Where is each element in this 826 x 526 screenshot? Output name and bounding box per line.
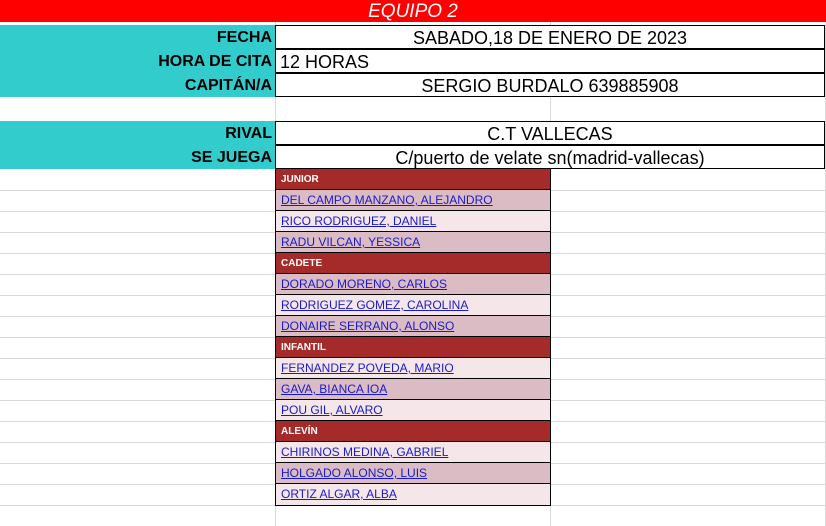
se-juega-label: SE JUEGA xyxy=(0,145,275,169)
player-row xyxy=(276,463,550,484)
player-link[interactable]: HOLGADO ALONSO, LUIS xyxy=(281,466,428,480)
fecha-value[interactable]: SABADO,18 DE ENERO DE 2023 xyxy=(275,25,825,49)
player-link[interactable]: CHIRINOS MEDINA, GABRIEL xyxy=(281,445,449,459)
player-link[interactable]: GAVA, BIANCA IOA xyxy=(281,382,388,396)
category-junior: JUNIOR xyxy=(276,169,550,190)
category-cadete: CADETE xyxy=(276,253,550,274)
hora-value[interactable]: 12 HORAS xyxy=(275,49,825,73)
capitan-value[interactable]: SERGIO BURDALO 639885908 xyxy=(275,73,825,97)
player-row xyxy=(276,274,550,295)
fecha-label: FECHA xyxy=(0,25,275,49)
player-link[interactable]: DORADO MORENO, CARLOS xyxy=(281,277,448,291)
player-link[interactable]: RODRIGUEZ GOMEZ, CAROLINA xyxy=(281,298,469,312)
player-link[interactable]: RADU VILCAN, YESSICA xyxy=(281,235,421,249)
player-row xyxy=(276,484,550,505)
capitan-label: CAPITÁN/A xyxy=(0,73,275,97)
player-link[interactable]: DEL CAMPO MANZANO, ALEJANDRO xyxy=(281,193,493,207)
rival-value[interactable]: C.T VALLECAS xyxy=(275,121,825,145)
se-juega-value[interactable]: C/puerto de velate sn(madrid-vallecas) xyxy=(275,145,825,169)
player-roster xyxy=(275,169,551,506)
rival-label: RIVAL xyxy=(0,121,275,145)
player-row xyxy=(276,211,550,232)
player-link[interactable]: RICO RODRIGUEZ, DANIEL xyxy=(281,214,437,228)
player-row xyxy=(276,358,550,379)
category-alevin: ALEVÍN xyxy=(276,421,550,442)
player-link[interactable]: POU GIL, ALVARO xyxy=(281,403,383,417)
player-row xyxy=(276,190,550,211)
team-title: EQUIPO 2 xyxy=(0,0,826,22)
player-link[interactable]: DONAIRE SERRANO, ALONSO xyxy=(281,319,455,333)
player-row xyxy=(276,295,550,316)
player-row xyxy=(276,400,550,421)
player-row xyxy=(276,442,550,463)
player-row xyxy=(276,316,550,337)
category-infantil: INFANTIL xyxy=(276,337,550,358)
player-row xyxy=(276,232,550,253)
player-row xyxy=(276,379,550,400)
player-link[interactable]: FERNANDEZ POVEDA, MARIO xyxy=(281,361,454,375)
hora-label: HORA DE CITA xyxy=(0,49,275,73)
player-link[interactable]: ORTIZ ALGAR, ALBA xyxy=(281,487,397,501)
